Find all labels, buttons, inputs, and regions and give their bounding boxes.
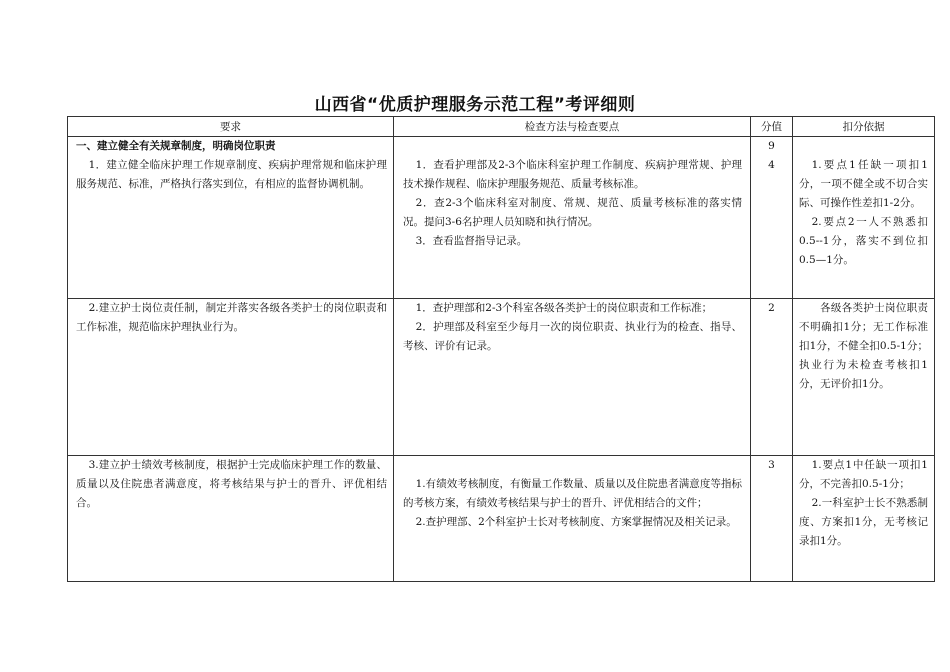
section-score: 9 [768,140,775,152]
deduction-cell [793,299,935,456]
deduction-item: 2.一科室护士长不熟悉制度、方案扣1分，无考核记录扣1分。 [799,497,928,547]
deduction-cell [793,456,935,582]
score-cell [751,137,793,299]
method-cell [394,137,751,299]
method-item: 2．护理部及科室至少每月一次的岗位职责、执业行为的检查、指导、考核、评价有记录。 [403,321,742,352]
header-requirement: 要求 [68,117,394,137]
deduction-item: 各级各类护士岗位职责不明确扣1分；无工作标准扣1分，不健全扣0.5-1分；执业行为未检查考核扣1分，无评价扣1分。 [799,302,928,390]
table-row [68,456,935,582]
row-score: 4 [768,159,775,171]
header-deduction: 扣分依据 [793,117,935,137]
score-cell [751,299,793,456]
method-cell [394,299,751,456]
table-row [68,299,935,456]
section-title: 一、建立健全有关规章制度，明确岗位职责 [76,140,276,152]
method-item: 3．查看监督指导记录。 [415,235,528,247]
method-item: 2．查2-3个临床科室对制度、常规、规范、质量考核标准的落实情况。提问3-6名护理人员知晓和执行情况。 [403,197,742,228]
deduction-item: 1.要点1任缺一项扣1分，一项不健全或不切合实际、可操作性差扣1-2分。 [799,159,928,209]
requirement-text: 3.建立护士绩效考核制度，根据护士完成临床护理工作的数量、质量以及住院患者满意度，将考核结果与护士的晋升、评优相结合。 [76,459,387,509]
method-item: 1.有绩效考核制度，有衡量工作数量、质量以及住院患者满意度等指标的考核方案，有绩效考核结果与护士的晋升、评优相结合的文件； [403,478,742,509]
header-score: 分值 [751,117,793,137]
method-item: 2.查护理部、2个科室护士长对考核制度、方案掌握情况及相关记录。 [415,516,737,528]
deduction-item: 1.要点1中任缺一项扣1分，不完善扣0.5-1分； [799,459,928,490]
table-row [68,137,935,299]
deduction-cell [793,137,935,299]
header-method: 检查方法与检查要点 [394,117,751,137]
evaluation-table [67,116,935,582]
requirement-cell [68,299,394,456]
method-cell [394,456,751,582]
table-header-row [68,117,935,137]
row-score: 2 [768,302,775,314]
requirement-text: 2.建立护士岗位责任制，制定并落实各级各类护士的岗位职责和工作标准，规范临床护理执业行为。 [76,302,387,333]
score-cell [751,456,793,582]
deduction-item: 2.要点2一人不熟悉扣0.5--1分，落实不到位扣0.5—1分。 [799,216,928,266]
method-item: 1．查护理部和2-3个科室各级各类护士的岗位职责和工作标准； [415,302,713,314]
row-score: 3 [768,459,775,471]
page-title: 山西省“优质护理服务示范工程”考评细则 [314,95,636,115]
method-item: 1．查看护理部及2-3个临床科室护理工作制度、疾病护理常规、护理技术操作规程、临床护理服务规范、质量考核标准。 [403,159,742,190]
requirement-text: 1．建立健全临床护理工作规章制度、疾病护理常规和临床护理服务规范、标准，严格执行落实到位，有相应的监督协调机制。 [76,159,387,190]
requirement-cell [68,456,394,582]
requirement-cell [68,137,394,299]
